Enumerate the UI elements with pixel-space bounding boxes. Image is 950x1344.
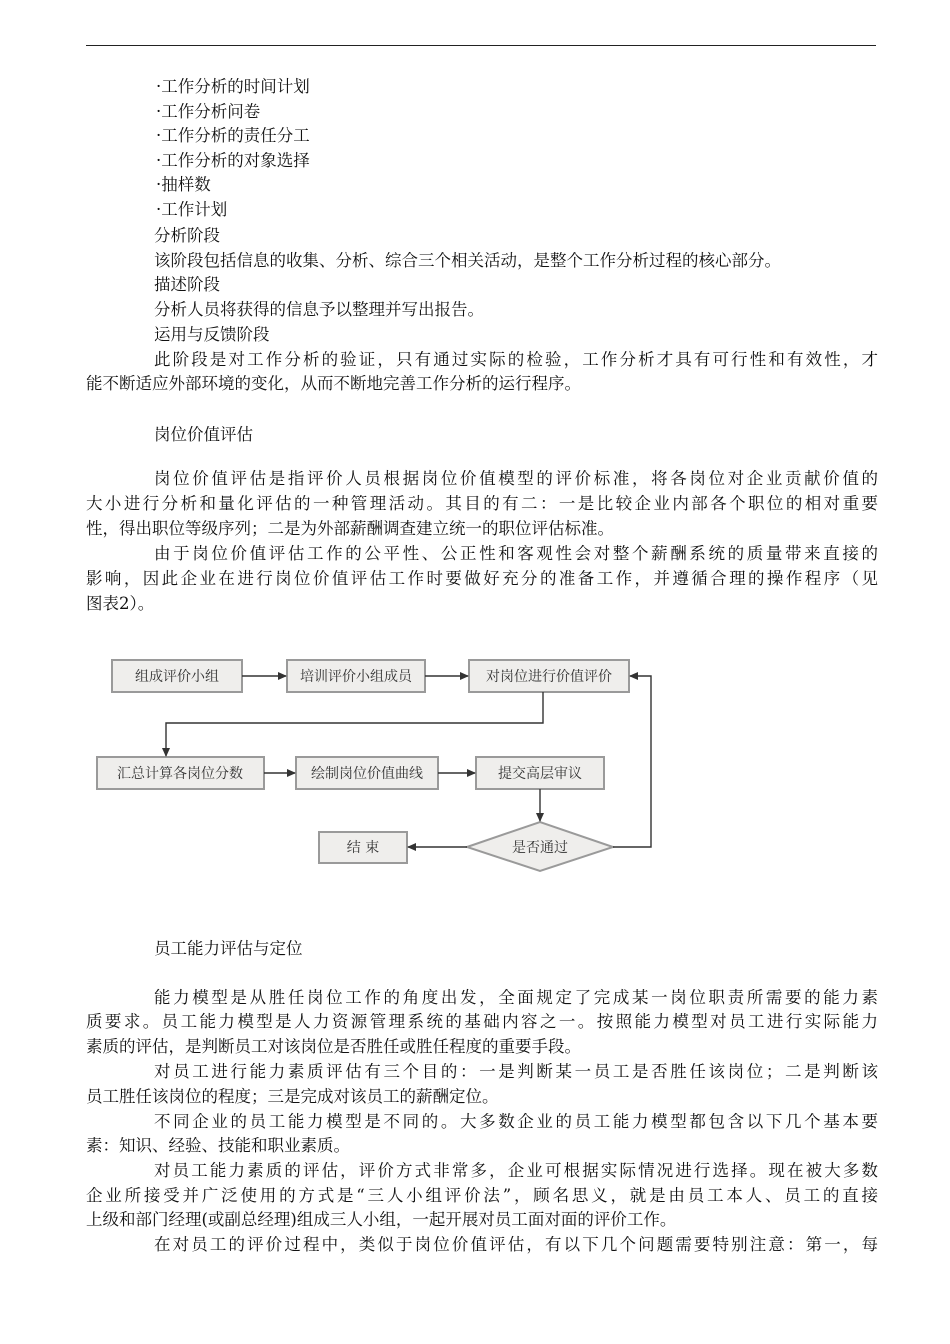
competency-paragraph-line: 质要求。员工能力模型是人力资源管理系统的基础内容之一。按照能力模型对员工进行实际能力 [86,1012,878,1031]
analysis-heading: 分析阶段 [154,226,220,245]
competency-paragraph-line: 在对员工的评价过程中，类似于岗位价值评估，有以下几个问题需要特别注意：第一，每 [154,1235,878,1254]
list-item: ·工作计划 [156,200,228,219]
feedback-paragraph-line: 能不断适应外部环境的变化，从而不断地完善工作分析的运行程序。 [86,374,581,393]
competency-paragraph-line: 上级和部门经理(或副总经理)组成三人小组，一起开展对员工面对面的评价工作。 [86,1210,677,1229]
feedback-heading: 运用与反馈阶段 [154,325,270,344]
job-value-paragraph-line: 由于岗位价值评估工作的公平性、公正性和客观性会对整个薪酬系统的质量带来直接的 [154,544,878,563]
flow-label-summarize: 汇总计算各岗位分数 [117,766,243,782]
competency-paragraph-line: 对员工进行能力素质评估有三个目的：一是判断某一员工是否胜任该岗位；二是判断该 [154,1062,878,1081]
list-item: ·工作分析的时间计划 [156,77,310,96]
flow-label-draw-curve: 绘制岗位价值曲线 [311,766,423,782]
competency-paragraph-line: 员工胜任该岗位的程度；三是完成对该员工的薪酬定位。 [86,1087,499,1106]
list-item: ·抽样数 [156,175,211,194]
list-item: ·工作分析的责任分工 [156,126,310,145]
job-value-paragraph-line: 大小进行分析和量化评估的一种管理活动。其目的有二：一是比较企业内部各个职位的相对重要 [86,494,878,513]
flow-arrow [613,676,651,847]
competency-paragraph-line: 不同企业的员工能力模型是不同的。大多数企业的员工能力模型都包含以下几个基本要 [154,1112,878,1131]
flow-label-end: 结 束 [346,840,380,856]
competency-paragraph-line: 素质的评估，是判断员工对该岗位是否胜任或胜任程度的重要手段。 [86,1037,581,1056]
list-item: ·工作分析问卷 [156,102,261,121]
flow-label-train: 培训评价小组成员 [300,669,412,685]
job-value-paragraph-line: 岗位价值评估是指评价人员根据岗位价值模型的评价标准，将各岗位对企业贡献价值的 [154,469,878,488]
competency-paragraph-line: 素：知识、经验、技能和职业素质。 [86,1136,350,1155]
flow-label-pass: 是否通过 [512,840,568,856]
section-title-job-value: 岗位价值评估 [154,425,253,444]
feedback-paragraph-line: 此阶段是对工作分析的验证，只有通过实际的检验，工作分析才具有可行性和有效性，才 [154,350,878,369]
job-value-paragraph-line: 影响，因此企业在进行岗位价值评估工作时要做好充分的准备工作，并遵循合理的操作程序（见 [86,569,878,588]
job-value-paragraph-line: 图表2）。 [86,594,155,613]
flow-arrow [166,692,543,756]
analysis-paragraph: 该阶段包括信息的收集、分析、综合三个相关活动，是整个工作分析过程的核心部分。 [154,251,781,270]
flow-label-evaluate: 对岗位进行价值评价 [486,669,612,685]
competency-paragraph-line: 对员工能力素质的评估，评价方式非常多，企业可根据实际情况进行选择。现在被大多数 [154,1161,878,1180]
job-value-paragraph-line: 性，得出职位等级序列；二是为外部薪酬调查建立统一的职位评估标准。 [86,519,614,538]
description-paragraph: 分析人员将获得的信息予以整理并写出报告。 [154,300,484,319]
flow-label-submit: 提交高层审议 [498,766,582,782]
competency-paragraph-line: 企业所接受并广泛使用的方式是“三人小组评价法”，顾名思义，就是由员工本人、员工的直接 [86,1186,878,1205]
competency-paragraph-line: 能力模型是从胜任岗位工作的角度出发，全面规定了完成某一岗位职责所需要的能力素 [154,988,878,1007]
flow-label-form-group: 组成评价小组 [135,669,219,685]
section-title-employee-competency: 员工能力评估与定位 [154,939,303,958]
description-heading: 描述阶段 [154,275,220,294]
list-item: ·工作分析的对象选择 [156,151,310,170]
